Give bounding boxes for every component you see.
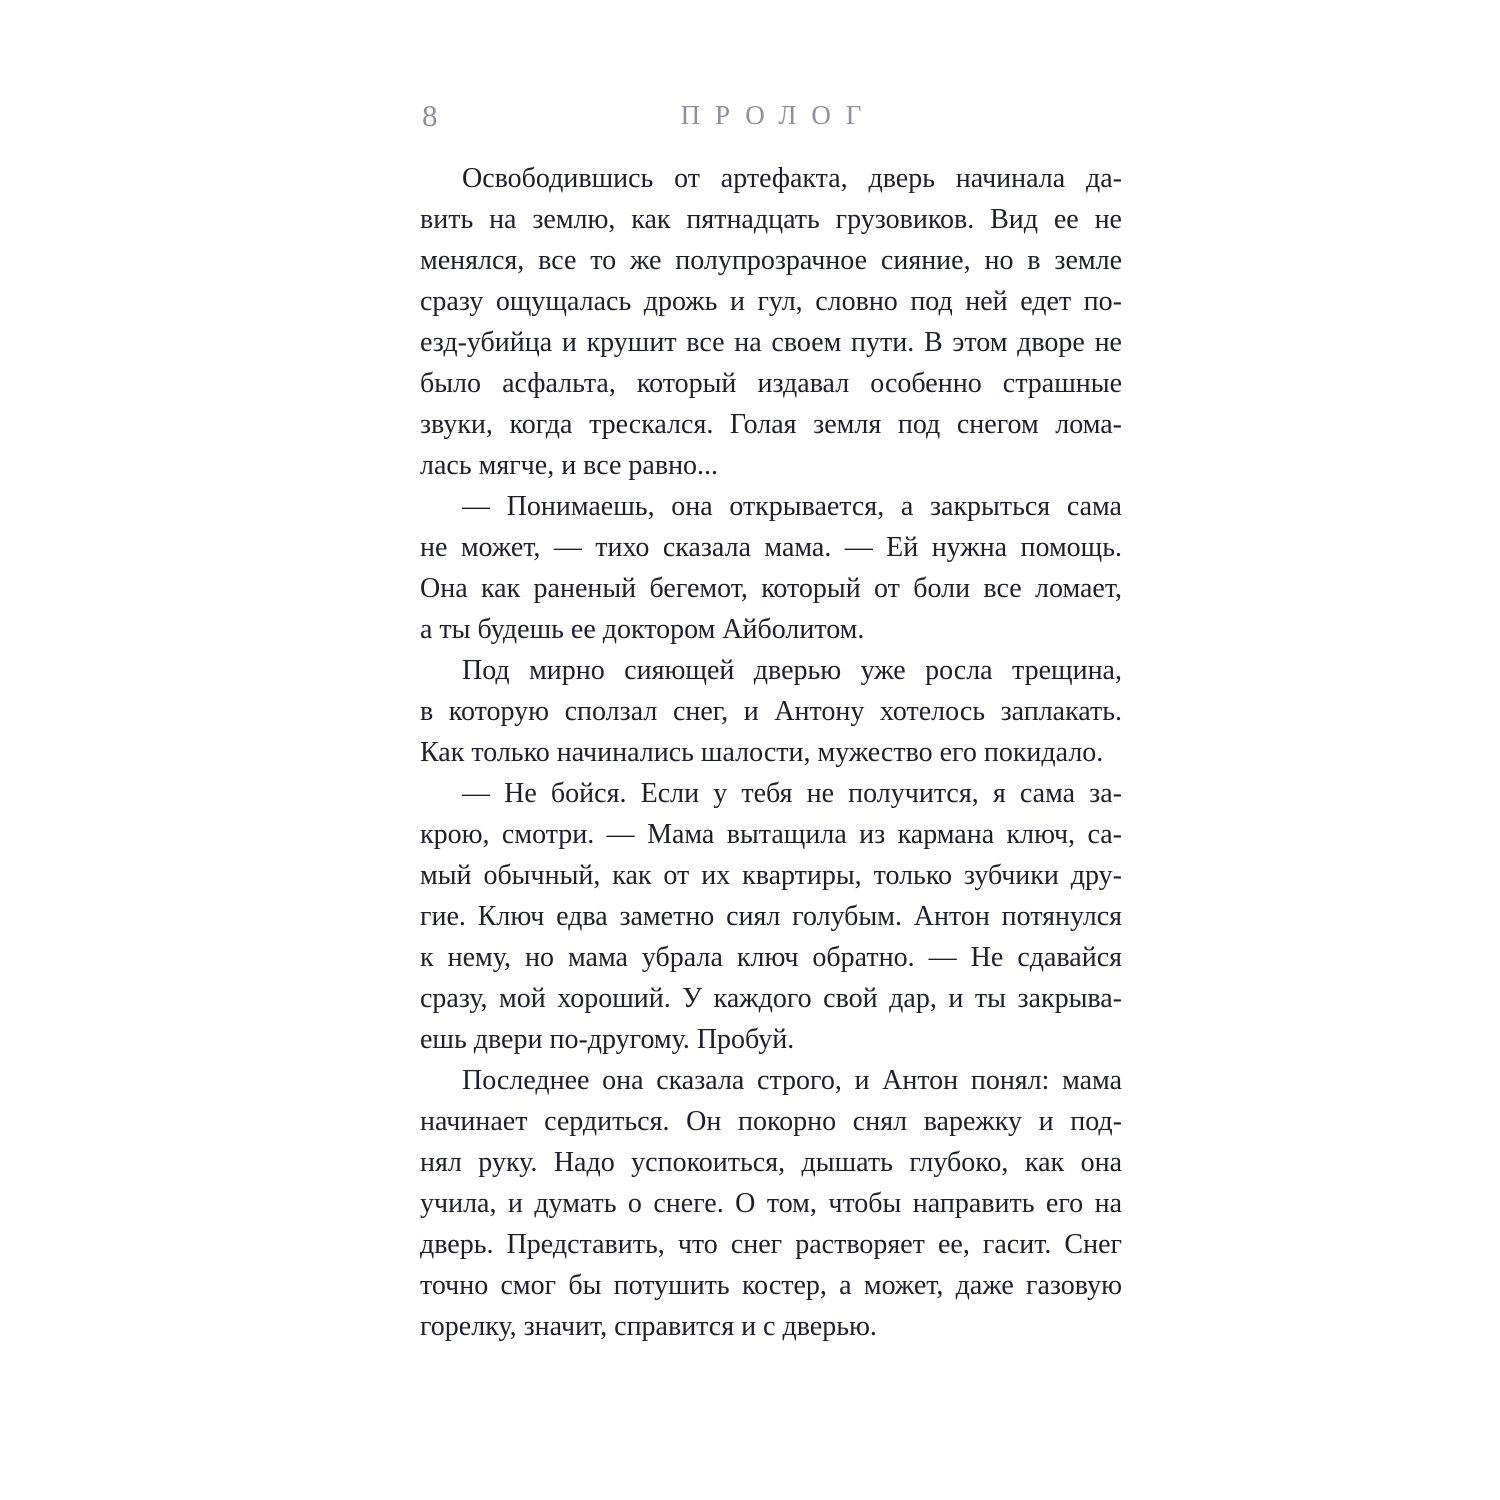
text-line: крою, смотри. — Мама вытащила из кармана ключ, са- xyxy=(420,819,1122,850)
text-line: звуки, когда трескался. Голая земля под снегом лома- xyxy=(420,409,1122,440)
text-line: — Понимаешь, она открывается, а закрыться сама xyxy=(462,491,1122,522)
text-line: Как только начинались шалости, мужество его покидало. xyxy=(420,737,1104,768)
chapter-title: ПРОЛОГ xyxy=(680,100,877,130)
text-line: Под мирно сияющей дверью уже росла трещина, xyxy=(462,655,1122,686)
text-line: Освободившись от артефакта, дверь начинала да- xyxy=(462,163,1122,194)
text-line: мый обычный, как от их квартиры, только зубчики дру- xyxy=(420,860,1122,891)
text-line: нял руку. Надо успокоиться, дышать глубоко, как она xyxy=(420,1147,1122,1178)
text-line: лась мягче, и все равно... xyxy=(420,450,719,481)
page-number: 8 xyxy=(422,98,438,133)
text-line: горелку, значит, справится и с дверью. xyxy=(420,1311,877,1342)
text-line: не может, — тихо сказала мама. — Ей нужна помощь. xyxy=(420,532,1122,563)
text-line: вить на землю, как пятнадцать грузовиков. Вид ее не xyxy=(420,204,1122,235)
text-line: начинает сердиться. Он покорно снял варежку и под- xyxy=(420,1106,1122,1137)
text-line: было асфальта, который издавал особенно страшные xyxy=(420,368,1122,399)
text-line: сразу, мой хороший. У каждого свой дар, и ты закрыва- xyxy=(420,983,1122,1014)
running-head xyxy=(420,96,1122,136)
text-line: а ты будешь ее доктором Айболитом. xyxy=(420,614,865,645)
text-line: ешь двери по-другому. Пробуй. xyxy=(420,1024,795,1055)
text-column xyxy=(420,158,1122,1347)
text-line: менялся, все то же полупрозрачное сияние, но в земле xyxy=(420,245,1122,276)
text-line: в которую сползал снег, и Антону хотелось заплакать. xyxy=(420,696,1122,727)
text-line: — Не бойся. Если у тебя не получится, я сама за- xyxy=(462,778,1122,809)
text-line: гие. Ключ едва заметно сиял голубым. Антон потянулся xyxy=(420,901,1122,932)
text-line: к нему, но мама убрала ключ обратно. — Не сдавайся xyxy=(420,942,1122,973)
text-line: дверь. Представить, что снег растворяет ее, гасит. Снег xyxy=(420,1229,1122,1260)
text-line: сразу ощущалась дрожь и гул, словно под ней едет по- xyxy=(420,286,1122,317)
text-line: Последнее она сказала строго, и Антон понял: мама xyxy=(462,1065,1122,1096)
text-line: езд-убийца и крушит все на своем пути. В этом дворе не xyxy=(420,327,1122,358)
text-line: Она как раненый бегемот, который от боли все ломает, xyxy=(420,573,1122,604)
text-line: учила, и думать о снеге. О том, чтобы направить его на xyxy=(420,1188,1122,1219)
text-line: точно смог бы потушить костер, а может, даже газовую xyxy=(420,1270,1122,1301)
